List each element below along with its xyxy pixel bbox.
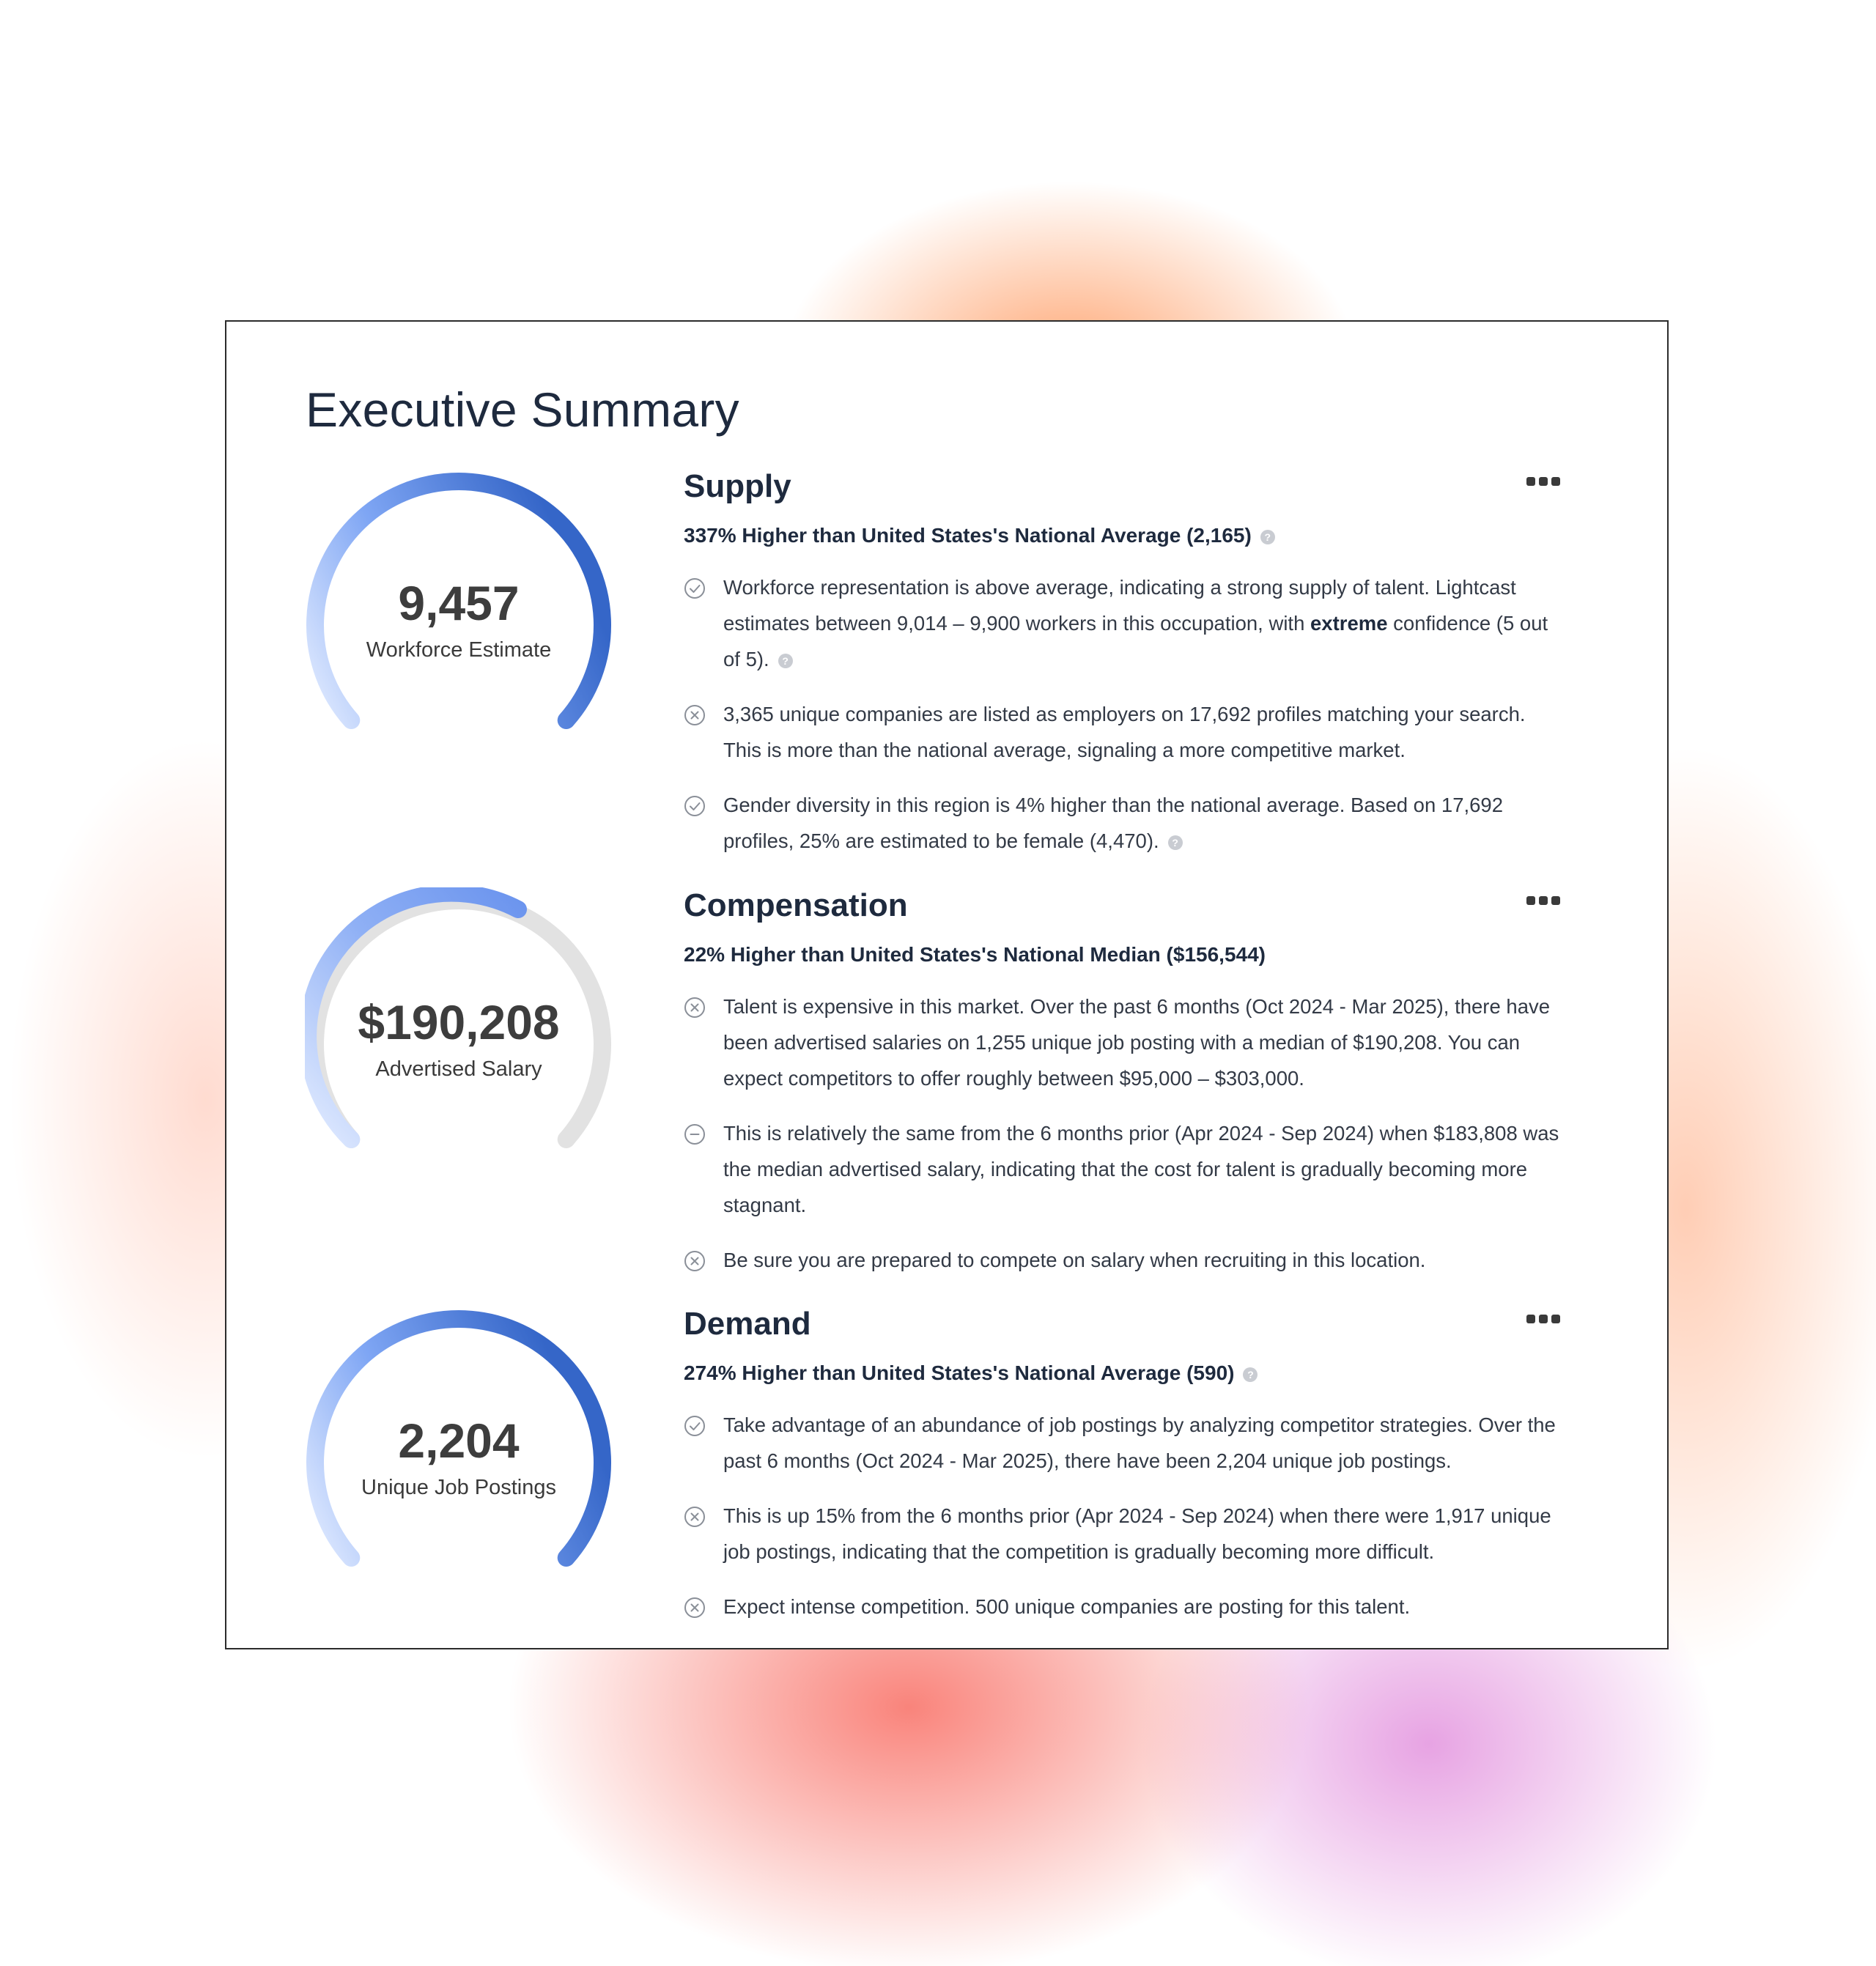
- gauge-label: Unique Job Postings: [361, 1476, 556, 1499]
- minus-circle-icon: [684, 1123, 706, 1145]
- bullet-text: 3,365 unique companies are listed as employers on 17,692 profiles matching your search. This is more than the national average, signaling a more competitive market.: [723, 703, 1526, 761]
- bullet-text: Gender diversity in this region is 4% higher than the national average. Based on 17,692 profiles, 25% are estimated to be female (4,470).: [723, 794, 1504, 852]
- headline-text: 274% Higher than United States's National Average (590): [684, 1361, 1235, 1384]
- check-circle-icon: [684, 577, 706, 599]
- list-item: [684, 787, 1563, 859]
- list-item: [684, 1498, 1563, 1570]
- bullet-text: Take advantage of an abundance of job postings by analyzing competitor strategies. Over the past 6 months (Oct 2024 - Mar 2025), there have been 2,204 unique job postings.: [723, 1413, 1556, 1472]
- list-item: [684, 1407, 1563, 1479]
- x-circle-icon: [684, 997, 706, 1019]
- bullet-text: This is up 15% from the 6 months prior (Apr 2024 - Sep 2024) when there were 1,917 unique job postings, indicating that the competition is gradually becoming more difficult.: [723, 1504, 1551, 1563]
- check-circle-icon: [684, 1415, 706, 1437]
- gauge-advertised-salary: [305, 887, 613, 1166]
- bullet-list: [684, 1407, 1563, 1644]
- bullet-text: This is relatively the same from the 6 months prior (Apr 2024 - Sep 2024) when $183,808 was the median advertised salary, indicating that the cost for talent is gradually becoming more stagnant.: [723, 1122, 1559, 1216]
- check-circle-icon: [684, 795, 706, 817]
- bullet-text: Workforce representation is above average, indicating a strong supply of talent. Lightcast estimates between 9,014 – 9,900 workers in this occupation, with: [723, 576, 1516, 635]
- x-circle-icon: [684, 1506, 706, 1528]
- more-options-icon[interactable]: [1526, 477, 1560, 487]
- section-headline: [684, 943, 1266, 967]
- list-item: [684, 696, 1563, 768]
- help-icon[interactable]: ?: [778, 654, 793, 668]
- gauge-label: Advertised Salary: [375, 1057, 542, 1081]
- gauge-value: $190,208: [358, 995, 560, 1049]
- bullet-list: [684, 988, 1563, 1297]
- more-options-icon[interactable]: [1526, 1315, 1560, 1325]
- x-circle-icon: [684, 1250, 706, 1272]
- list-item: [684, 988, 1563, 1096]
- gauge-workforce-estimate: [305, 468, 613, 747]
- gauge-value: 2,204: [398, 1413, 520, 1468]
- more-options-icon[interactable]: [1526, 896, 1560, 906]
- section-title: Compensation: [684, 887, 908, 923]
- bullet-text: Be sure you are prepared to compete on salary when recruiting in this location.: [723, 1249, 1426, 1271]
- x-circle-icon: [684, 704, 706, 726]
- executive-summary-card: [225, 320, 1669, 1649]
- gauge-label: Workforce Estimate: [366, 638, 552, 662]
- list-item: [684, 569, 1563, 677]
- section-headline: [684, 524, 1275, 547]
- x-circle-icon: [684, 1597, 706, 1619]
- list-item: [684, 1589, 1563, 1625]
- section-title: Supply: [684, 468, 791, 504]
- help-icon[interactable]: ?: [1243, 1367, 1258, 1382]
- bullet-text: Expect intense competition. 500 unique companies are posting for this talent.: [723, 1595, 1411, 1618]
- bullet-list: [684, 569, 1563, 878]
- bullet-text: confidence (5 out of 5).: [723, 612, 1548, 670]
- bullet-text: Talent is expensive in this market. Over the past 6 months (Oct 2024 - Mar 2025), there have been advertised salaries on 1,255 unique job posting with a median of $190,208. You can expect competitors to offer roughly between $95,000 – $303,000.: [723, 995, 1551, 1090]
- gauge-value: 9,457: [398, 576, 520, 630]
- headline-text: 22% Higher than United States's National Median ($156,544): [684, 943, 1266, 966]
- gauge-unique-job-postings: [305, 1306, 613, 1584]
- section-title: Demand: [684, 1306, 811, 1342]
- section-headline: [684, 1361, 1258, 1385]
- list-item: [684, 1242, 1563, 1278]
- list-item: [684, 1115, 1563, 1223]
- bullet-emphasis: extreme: [1310, 612, 1388, 635]
- page-title: Executive Summary: [306, 383, 739, 437]
- help-icon[interactable]: ?: [1260, 530, 1275, 544]
- help-icon[interactable]: ?: [1168, 835, 1183, 850]
- headline-text: 337% Higher than United States's National Average (2,165): [684, 524, 1252, 547]
